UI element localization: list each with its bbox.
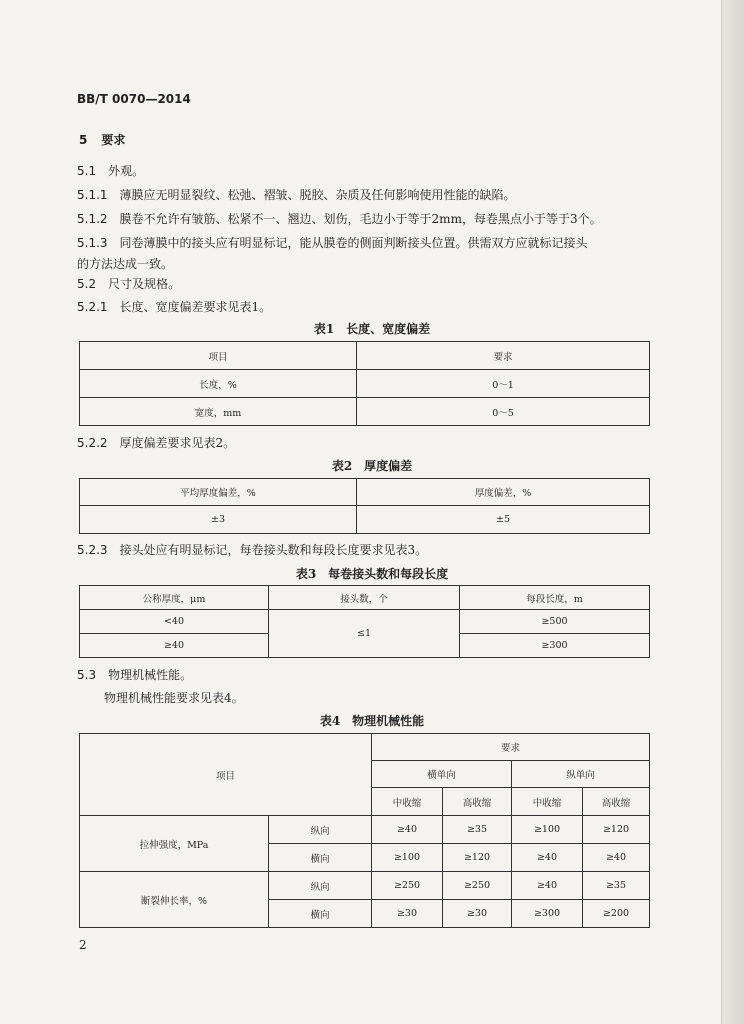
standard-code: BB/T 0070—2014 [77, 92, 191, 106]
clause-5-2-2: 5.2.2 厚度偏差要求见表2。 [77, 436, 236, 450]
table3-header: 接头数，个 [269, 586, 460, 610]
table2-header: 平均厚度偏差，% [80, 479, 357, 506]
clause-5-2: 5.2 尺寸及规格。 [77, 277, 181, 291]
table4-sub-header: 中收缩 [372, 788, 443, 816]
clause-5-1-2: 5.1.2 膜卷不允许有皱筋、松紧不一、翘边、划伤，毛边小于等于2mm，每卷黑点小于等于3个。 [77, 212, 602, 226]
clause-5-1-3: 5.1.3 同卷薄膜中的接头应有明显标记，能从膜卷的侧面判断接头位置。供需双方应就标记接头 [77, 236, 588, 250]
table4-caption: 表4 物理机械性能 [319, 714, 425, 728]
table4-cell: ≥250 [372, 872, 443, 900]
table4-cell: ≥120 [443, 844, 512, 872]
clause-5-3: 5.3 物理机械性能。 [77, 668, 193, 682]
table4-cell: ≥40 [512, 872, 583, 900]
table3-cell: ≤1 [269, 610, 460, 658]
table2-caption: 表2 厚度偏差 [331, 459, 413, 473]
clause-5-1: 5.1 外观。 [77, 164, 145, 178]
table1-cell: 宽度，mm [80, 398, 357, 426]
table4-cell: ≥200 [583, 900, 650, 928]
table4-cell: ≥100 [512, 816, 583, 844]
table4-dir: 横向 [269, 900, 372, 928]
table4-dir: 纵向 [269, 816, 372, 844]
table4-cell: ≥40 [512, 844, 583, 872]
table4-cell: ≥35 [583, 872, 650, 900]
table4-cell: ≥40 [583, 844, 650, 872]
table1-header-item: 项目 [80, 342, 357, 370]
table4-dir-header: 纵单向 [512, 761, 650, 788]
table4-cell: ≥120 [583, 816, 650, 844]
table2-cell: ±3 [80, 506, 357, 534]
clause-5-2-1: 5.2.1 长度、宽度偏差要求见表1。 [77, 300, 272, 314]
table4-req-header: 要求 [372, 734, 650, 761]
table4 [79, 733, 650, 928]
table4-cell: ≥30 [443, 900, 512, 928]
table4-sub-header: 中收缩 [512, 788, 583, 816]
clause-5-3-text: 物理机械性能要求见表4。 [104, 691, 244, 705]
clause-5-2-3: 5.2.3 接头处应有明显标记，每卷接头数和每段长度要求见表3。 [77, 543, 428, 557]
table4-cell: ≥40 [372, 816, 443, 844]
table4-dir-header: 横单向 [372, 761, 512, 788]
clause-5-1-1: 5.1.1 薄膜应无明显裂纹、松弛、褶皱、脱胶、杂质及任何影响使用性能的缺陷。 [77, 188, 516, 202]
table2-header: 厚度偏差，% [357, 479, 650, 506]
table1-cell: 0～1 [357, 370, 650, 398]
clause-5-1-3-cont: 的方法达成一致。 [77, 257, 174, 271]
table1-header-req: 要求 [357, 342, 650, 370]
table4-sub-header: 高收缩 [583, 788, 650, 816]
table3-cell: <40 [80, 610, 269, 634]
table4-dir: 纵向 [269, 872, 372, 900]
table2 [79, 478, 650, 534]
table4-cell: ≥35 [443, 816, 512, 844]
table3-header: 公称厚度，μm [80, 586, 269, 610]
table3-header: 每段长度，m [460, 586, 650, 610]
table3-cell: ≥40 [80, 634, 269, 658]
table4-dir: 横向 [269, 844, 372, 872]
table4-cell: ≥30 [372, 900, 443, 928]
table4-sub-header: 高收缩 [443, 788, 512, 816]
table4-cell: ≥250 [443, 872, 512, 900]
table1-cell: 0～5 [357, 398, 650, 426]
table4-prop: 断裂伸长率，% [80, 872, 269, 928]
table1-cell: 长度，% [80, 370, 357, 398]
table4-cell: ≥100 [372, 844, 443, 872]
table3 [79, 585, 650, 658]
table4-cell: ≥300 [512, 900, 583, 928]
section-5-heading: 5 要求 [79, 133, 126, 147]
table3-cell: ≥500 [460, 610, 650, 634]
table2-cell: ±5 [357, 506, 650, 534]
table3-caption: 表3 每卷接头数和每段长度 [295, 567, 449, 581]
table1-caption: 表1 长度、宽度偏差 [313, 322, 431, 336]
page-number: 2 [79, 938, 87, 952]
table4-item-header: 项目 [80, 734, 372, 816]
table1 [79, 341, 650, 426]
table3-cell: ≥300 [460, 634, 650, 658]
table4-prop: 拉伸强度，MPa [80, 816, 269, 872]
